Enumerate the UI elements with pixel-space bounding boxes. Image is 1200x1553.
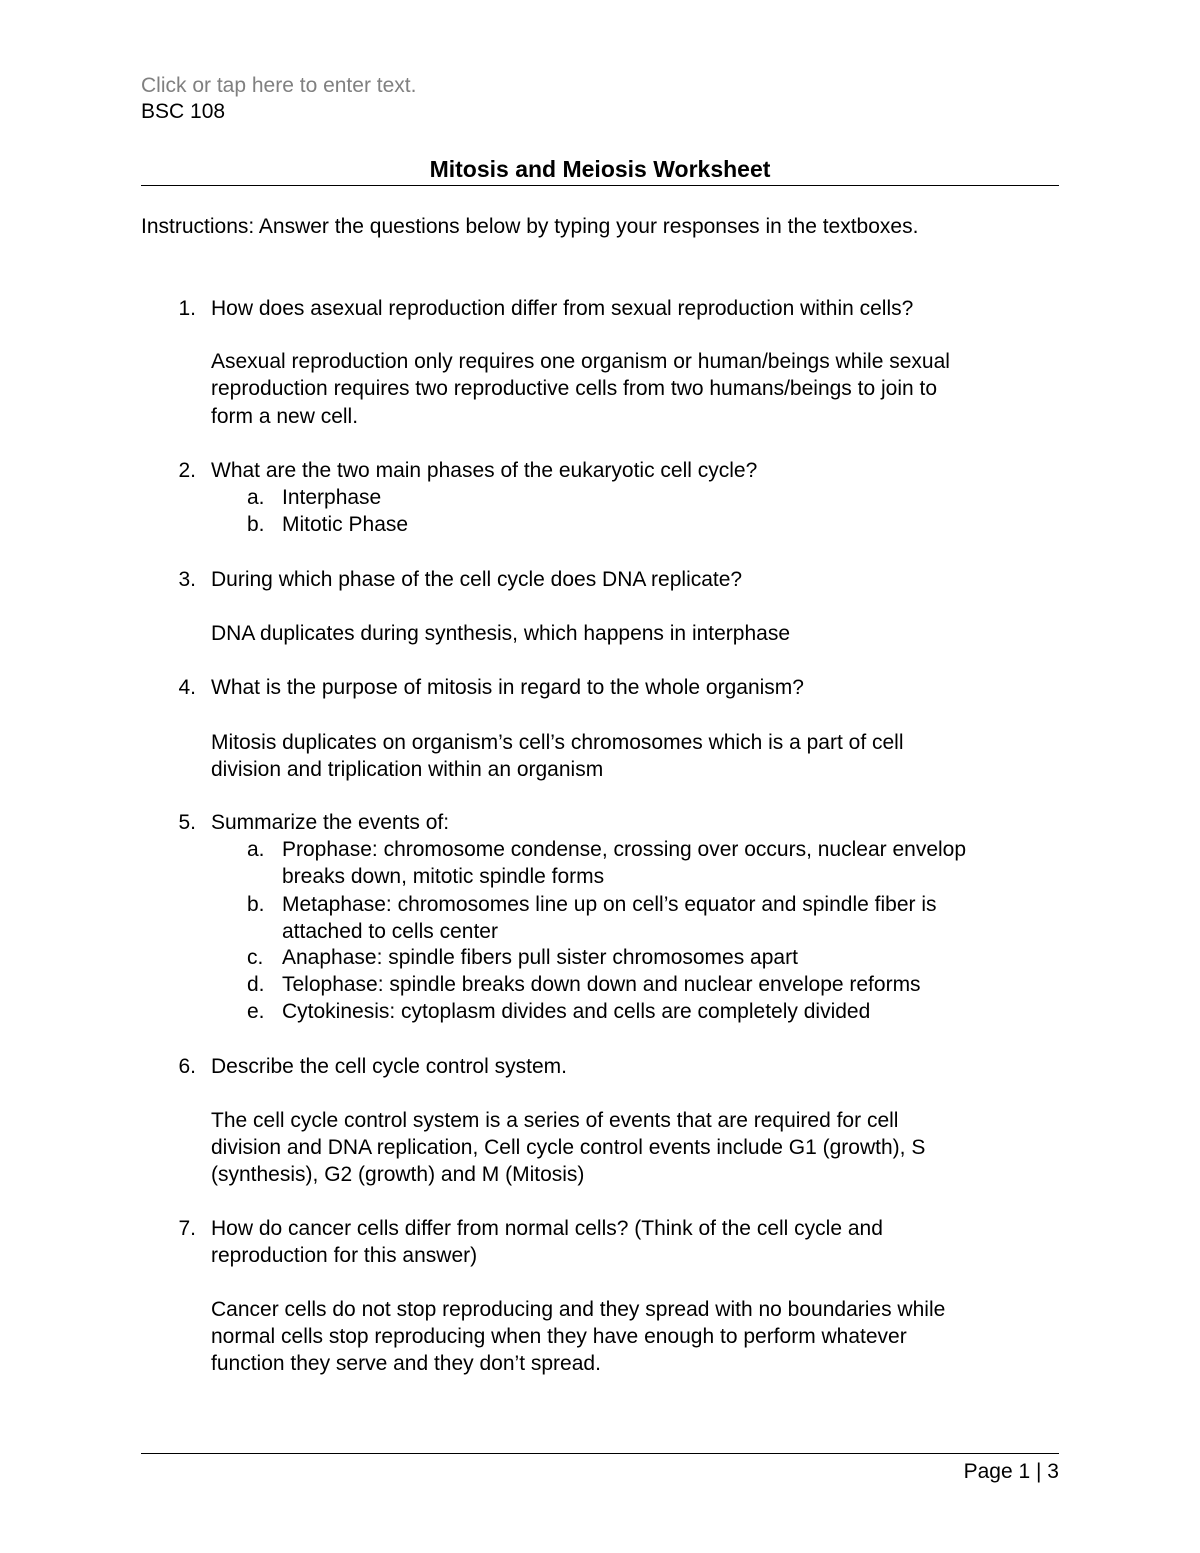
list-letter: b. [247,513,265,536]
page-number: Page 1 | 3 [963,1460,1059,1483]
answer-4-line[interactable]: Mitosis duplicates on organism’s cell’s chromosomes which is a part of cell [211,731,904,754]
answer-4-line[interactable]: division and triplication within an organism [211,758,604,781]
answer-6-line[interactable]: (synthesis), G2 (growth) and M (Mitosis) [211,1163,585,1186]
question-number: 6. [178,1055,196,1078]
answer-6-line[interactable]: The cell cycle control system is a series of events that are required for cell [211,1109,899,1132]
question-number: 1. [178,297,196,320]
answer-3-line[interactable]: DNA duplicates during synthesis, which happens in interphase [211,622,791,645]
answer-5-item[interactable]: Telophase: spindle breaks down down and nuclear envelope reforms [282,973,921,996]
list-letter: a. [247,486,265,509]
question-7-text: How do cancer cells differ from normal cells? (Think of the cell cycle and [211,1217,883,1240]
answer-1-line[interactable]: form a new cell. [211,405,359,428]
list-letter: d. [247,973,265,996]
answer-1-line[interactable]: Asexual reproduction only requires one organism or human/beings while sexual [211,350,950,373]
question-number: 5. [178,811,196,834]
answer-2-item[interactable]: Interphase [282,486,382,509]
question-5-text: Summarize the events of: [211,811,450,834]
footer-divider [141,1453,1059,1454]
answer-5-item[interactable]: breaks down, mitotic spindle forms [282,865,605,888]
question-4-text: What is the purpose of mitosis in regard to the whole organism? [211,676,804,699]
answer-5-item[interactable]: attached to cells center [282,920,498,943]
answer-7-line[interactable]: normal cells stop reproducing when they have enough to perform whatever [211,1325,907,1348]
list-letter: e. [247,1000,265,1023]
question-number: 7. [178,1217,196,1240]
list-letter: a. [247,838,265,861]
question-number: 2. [178,459,196,482]
question-7-text: reproduction for this answer) [211,1244,478,1267]
list-letter: c. [247,946,264,969]
answer-5-item[interactable]: Prophase: chromosome condense, crossing over occurs, nuclear envelop [282,838,967,861]
question-2-text: What are the two main phases of the eukaryotic cell cycle? [211,459,758,482]
name-placeholder-field[interactable]: Click or tap here to enter text. [141,74,417,97]
answer-5-item[interactable]: Anaphase: spindle fibers pull sister chromosomes apart [282,946,798,969]
page-title: Mitosis and Meiosis Worksheet [429,156,771,182]
answer-1-line[interactable]: reproduction requires two reproductive cells from two humans/beings to join to [211,377,938,400]
course-code: BSC 108 [141,100,226,123]
question-3-text: During which phase of the cell cycle does DNA replicate? [211,568,743,591]
question-number: 3. [178,568,196,591]
answer-5-item[interactable]: Cytokinesis: cytoplasm divides and cells are completely divided [282,1000,871,1023]
answer-2-item[interactable]: Mitotic Phase [282,513,409,536]
list-letter: b. [247,893,265,916]
question-number: 4. [178,676,196,699]
answer-7-line[interactable]: function they serve and they don’t spread. [211,1352,601,1375]
answer-7-line[interactable]: Cancer cells do not stop reproducing and they spread with no boundaries while [211,1298,946,1321]
answer-5-item[interactable]: Metaphase: chromosomes line up on cell’s equator and spindle fiber is [282,893,937,916]
instructions: Instructions: Answer the questions below by typing your responses in the textboxes. [141,215,919,238]
question-6-text: Describe the cell cycle control system. [211,1055,567,1078]
question-1-text: How does asexual reproduction differ from sexual reproduction within cells? [211,297,914,320]
title-divider [141,185,1059,186]
answer-6-line[interactable]: division and DNA replication, Cell cycle control events include G1 (growth), S [211,1136,926,1159]
